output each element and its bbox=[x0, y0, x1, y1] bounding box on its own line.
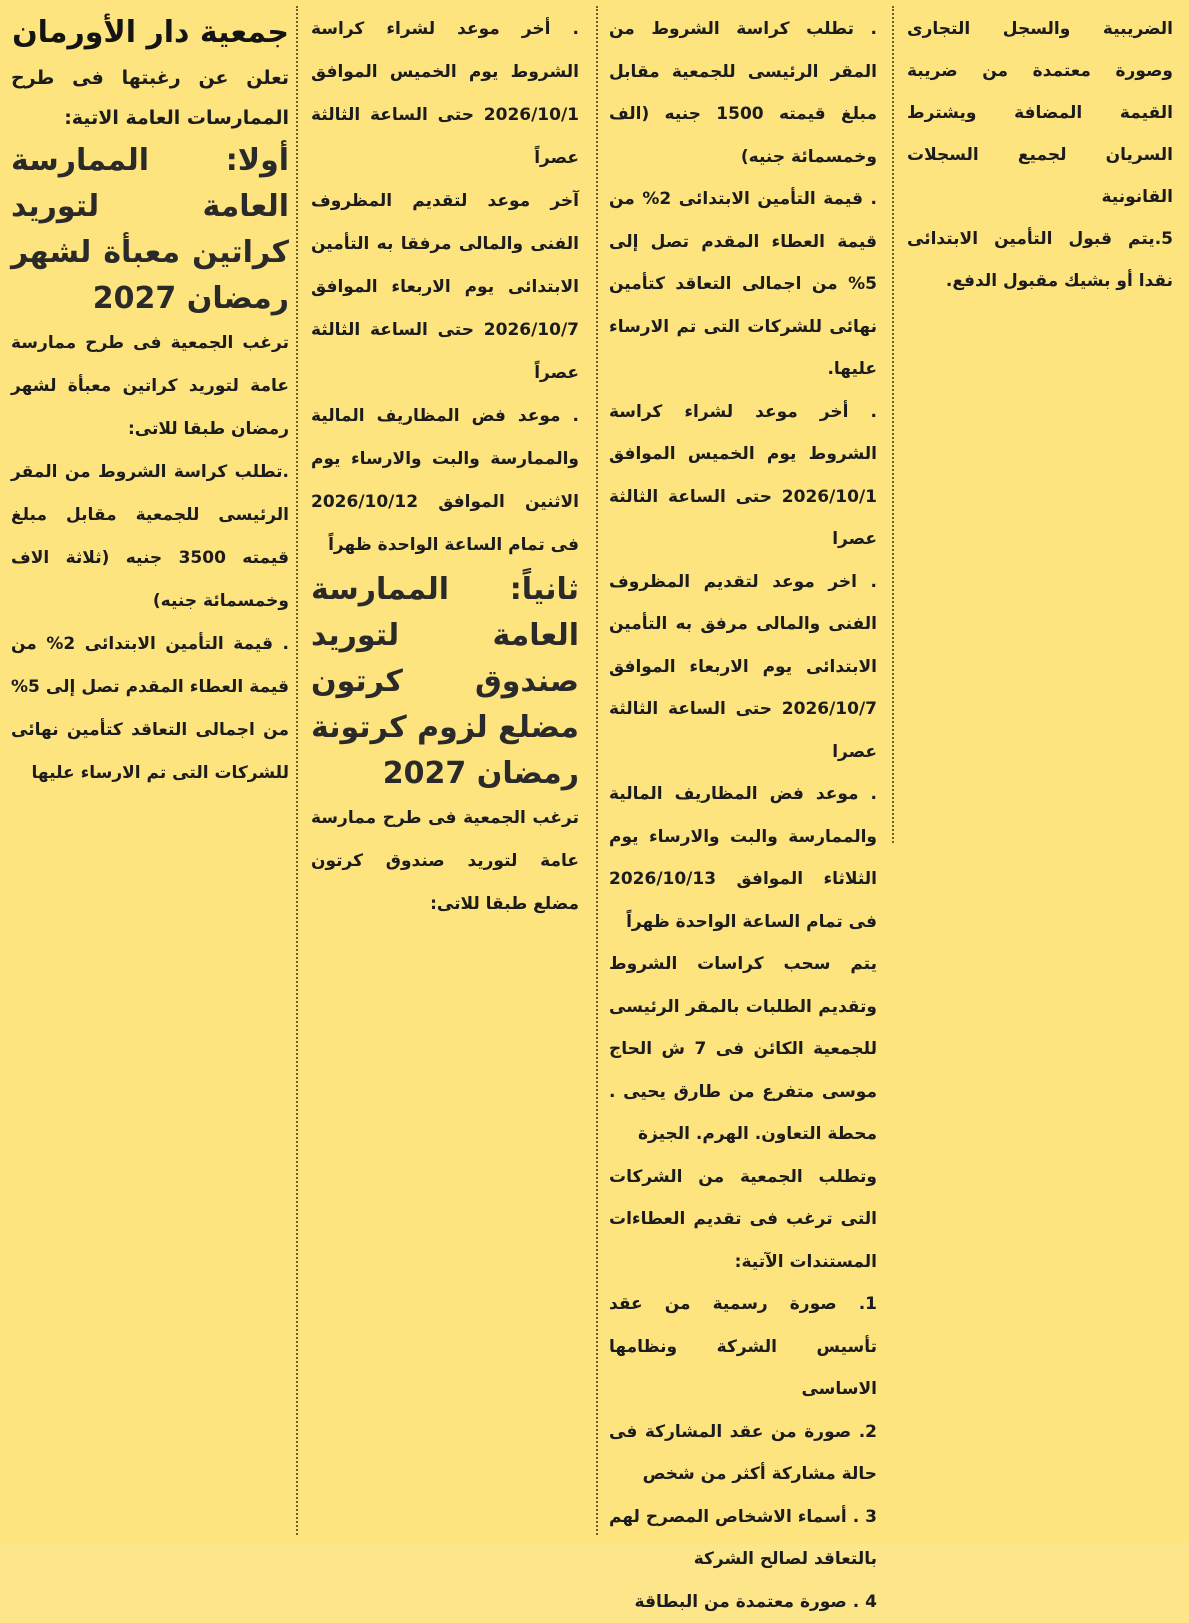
list-item: 2. صورة من عقد المشاركة فى حالة مشاركة أكثر من شخص bbox=[609, 1411, 877, 1496]
paragraph: . تطلب كراسة الشروط من المقر الرئيسى للجمعية مقابل مبلغ قيمته 1500 جنيه (الف وخمسمائة جنيه) bbox=[609, 8, 877, 178]
paragraph: . قيمة التأمين الابتدائى 2% من قيمة العطاء المقدم تصل إلى 5% من اجمالى التعاقد كتأمين نهائى للشركات التى تم الارساء عليها bbox=[11, 623, 289, 795]
paragraph: . قيمة التأمين الابتدائى 2% من قيمة العطاء المقدم تصل إلى 5% من اجمالى التعاقد كتأمين نهائى للشركات التى تم الارساء عليها. bbox=[609, 178, 877, 391]
paragraph: . موعد فض المظاريف المالية والممارسة والبت والارساء يوم الثلاثاء الموافق 2026/10/13 فى تمام الساعة الواحدة ظهراً bbox=[609, 773, 877, 943]
column-left bbox=[907, 8, 1173, 1535]
column-second bbox=[311, 8, 579, 1535]
paragraph: آخر موعد لتقديم المظروف الفنى والمالى مرفقا به التأمين الابتدائى يوم الاربعاء الموافق 2026/10/7 حتى الساعة الثالثة عصراً bbox=[311, 180, 579, 395]
paragraph: وتطلب الجمعية من الشركات التى ترغب فى تقديم العطاءات المستندات الآتية: bbox=[609, 1156, 877, 1284]
column-divider bbox=[296, 6, 298, 1535]
list-item: 1. صورة رسمية من عقد تأسيس الشركة ونظامها الاساسى bbox=[609, 1283, 877, 1411]
heading-second-tender: ثانياً: الممارسة العامة لتوريد صندوق كرتون مضلع لزوم كرتونة رمضان 2027 bbox=[311, 567, 579, 797]
paragraph: . أخر موعد لشراء كراسة الشروط يوم الخميس الموافق 2026/10/1 حتى الساعة الثالثة عصراً bbox=[311, 8, 579, 180]
paragraph: ترغب الجمعية فى طرح ممارسة عامة لتوريد كراتين معبأة لشهر رمضان طبقا للاتى: bbox=[11, 322, 289, 451]
intro-text: تعلن عن رغبتها فى طرح الممارسات العامة الاتية: bbox=[11, 58, 289, 138]
paragraph: . موعد فض المظاريف المالية والممارسة والبت والارساء يوم الاثنين الموافق 2026/10/12 فى تمام الساعة الواحدة ظهراً bbox=[311, 395, 579, 567]
paragraph: ترغب الجمعية فى طرح ممارسة عامة لتوريد صندوق كرتون مضلع طبقا للاتى: bbox=[311, 797, 579, 926]
organization-title: جمعية دار الأورمان bbox=[11, 8, 289, 58]
paragraph: . أخر موعد لشراء كراسة الشروط يوم الخميس الموافق 2026/10/1 حتى الساعة الثالثة عصرا bbox=[609, 391, 877, 561]
paragraph: .تطلب كراسة الشروط من المقر الرئيسى للجمعية مقابل مبلغ قيمته 3500 جنيه (ثلاثة الاف وخمسمائة جنيه) bbox=[11, 451, 289, 623]
list-item: 3 . أسماء الاشخاص المصرح لهم بالتعاقد لصالح الشركة bbox=[609, 1496, 877, 1581]
list-item: 5.يتم قبول التأمين الابتدائى نقدا أو بشيك مقبول الدفع. bbox=[907, 218, 1173, 302]
column-divider bbox=[596, 6, 598, 1535]
paragraph: الضريبية والسجل التجارى وصورة معتمدة من ضريبة القيمة المضافة ويشترط السريان لجميع السجلات القانونية bbox=[907, 8, 1173, 218]
column-divider bbox=[892, 6, 894, 843]
column-right bbox=[11, 8, 289, 1535]
paragraph: . اخر موعد لتقديم المظروف الفنى والمالى مرفق به التأمين الابتدائى يوم الاربعاء الموافق 2026/10/7 حتى الساعة الثالثة عصرا bbox=[609, 561, 877, 774]
column-third bbox=[609, 8, 877, 1535]
heading-first-tender: أولا: الممارسة العامة لتوريد كراتين معبأة لشهر رمضان 2027 bbox=[11, 138, 289, 322]
paragraph: يتم سحب كراسات الشروط وتقديم الطلبات بالمقر الرئيسى للجمعية الكائن فى 7 ش الحاج موسى متفرع من طارق يحيى . محطة التعاون. الهرم. الجيزة bbox=[609, 943, 877, 1156]
list-item: 4 . صورة معتمدة من البطاقة bbox=[609, 1581, 877, 1623]
